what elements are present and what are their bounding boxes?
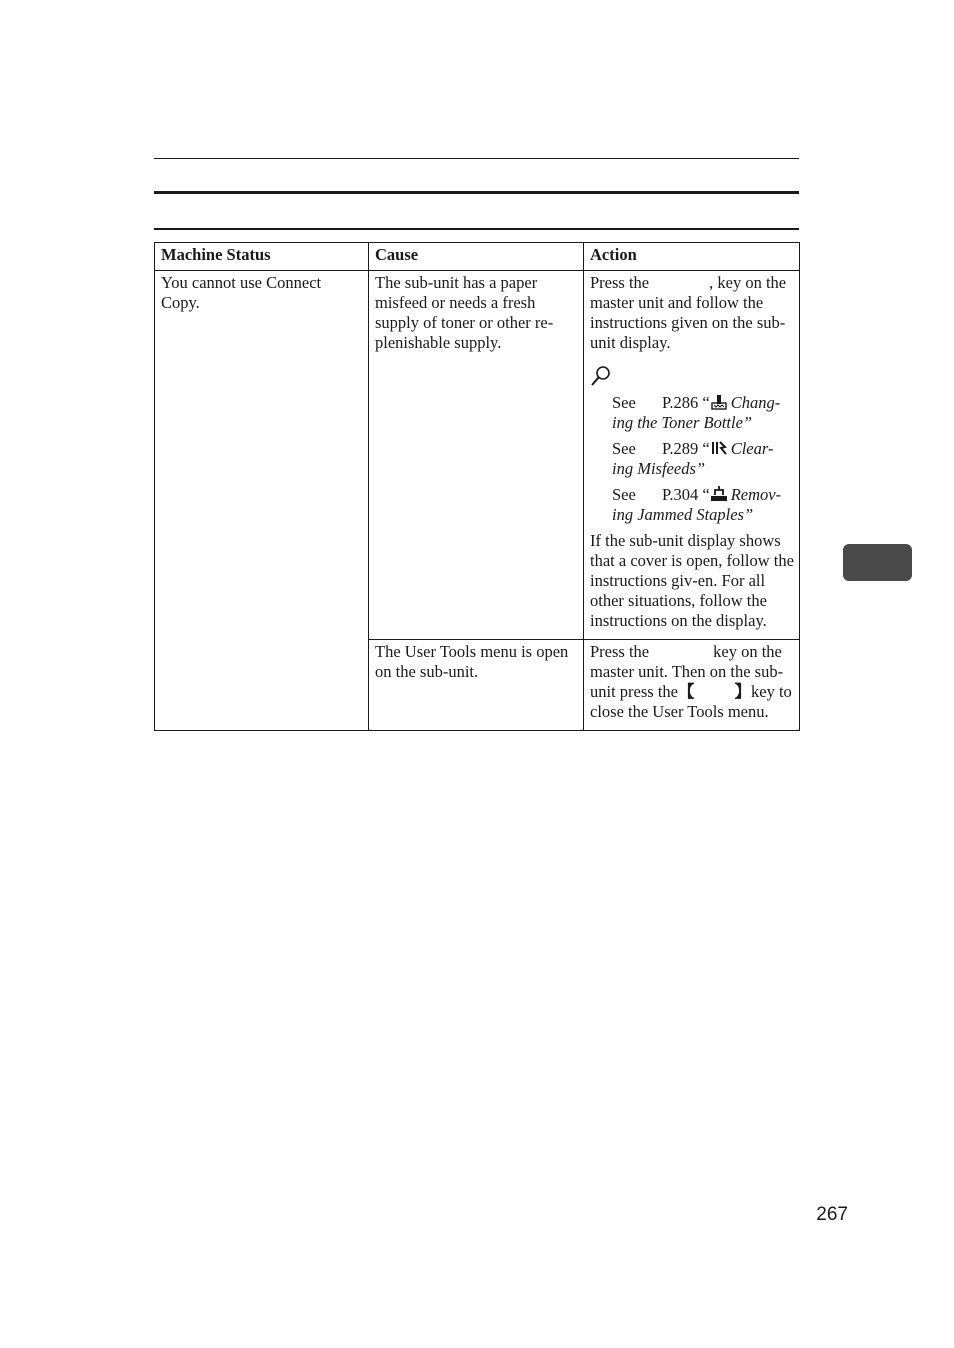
reference-page: P.286	[662, 393, 699, 412]
table-row	[155, 271, 800, 640]
cause-cell	[369, 271, 584, 640]
action-intro-post: , key on the master unit and follow the instructions given on the sub-unit display.	[590, 273, 787, 352]
reference-title: Clear-ing Misfeeds”	[612, 439, 774, 478]
header-rule-bottom	[154, 228, 799, 230]
action-note: If the sub-unit display shows that a cover is open, follow the instructions giv-en. For all other situations, follow the instructions on the display.	[590, 531, 794, 630]
quote-mark: “	[702, 393, 710, 412]
key-open-bracket: 【	[678, 682, 695, 701]
reference-magnifier-icon	[590, 365, 612, 387]
reference-title: Chang-ing the Toner Bottle”	[612, 393, 781, 432]
misfeed-icon	[710, 440, 728, 456]
reference-see: See	[612, 393, 636, 412]
header-action: Action	[584, 243, 800, 271]
reference-page: P.289	[662, 439, 699, 458]
chapter-tab-marker	[843, 544, 912, 581]
header-rule-thick	[154, 191, 799, 194]
action-intro-pre: Press the	[590, 273, 650, 292]
reference-page: P.304	[662, 485, 699, 504]
quote-mark: “	[702, 485, 710, 504]
machine-status-text: You cannot use Connect Copy.	[161, 273, 322, 312]
reference-item[interactable]	[612, 439, 794, 479]
cause-text: The User Tools menu is open on the sub-unit.	[375, 642, 569, 681]
reference-title: Remov-ing Jammed Staples”	[612, 485, 782, 524]
action-mid: key on the master unit. Then on the sub-unit press the	[590, 642, 784, 701]
header-rule-top	[154, 158, 799, 159]
reference-see: See	[612, 439, 636, 458]
action-intro	[590, 273, 794, 353]
reference-see: See	[612, 485, 636, 504]
reference-item[interactable]	[612, 485, 794, 525]
troubleshooting-table	[154, 242, 800, 731]
toner-bottle-icon	[710, 394, 728, 410]
action-cell	[584, 271, 800, 640]
page-number: 267	[816, 1204, 848, 1225]
cause-text: The sub-unit has a paper misfeed or needs a fresh supply of toner or other re-plenishable supply.	[375, 273, 554, 352]
key-close-bracket: 】	[734, 682, 751, 701]
reference-item[interactable]	[612, 393, 794, 433]
action-text	[590, 642, 794, 722]
action-pre: Press the	[590, 642, 650, 661]
action-cell	[584, 640, 800, 731]
action-post: key to close the User Tools menu.	[590, 682, 792, 721]
header-cause: Cause	[369, 243, 584, 271]
header-machine-status: Machine Status	[155, 243, 369, 271]
machine-status-cell	[155, 271, 369, 731]
table-header-row	[155, 243, 800, 271]
quote-mark: “	[702, 439, 710, 458]
staple-icon	[710, 486, 728, 502]
cause-cell	[369, 640, 584, 731]
